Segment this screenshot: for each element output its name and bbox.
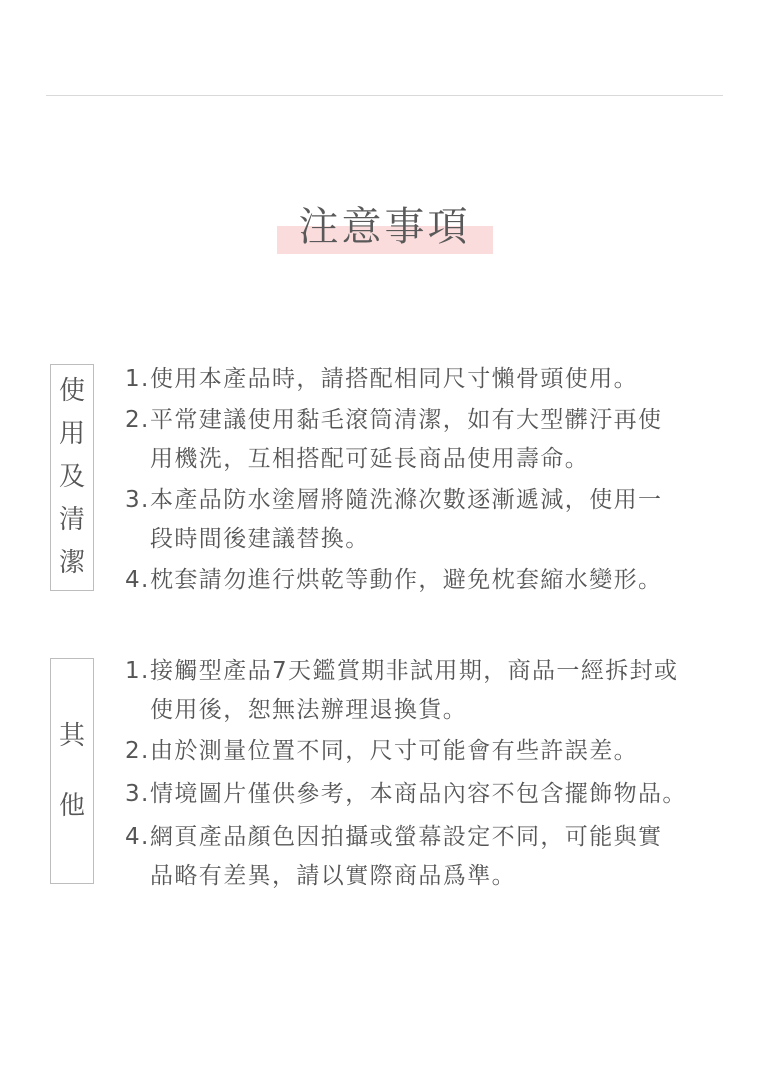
item-number: 3.: [125, 487, 150, 513]
label-char: 潔: [58, 548, 85, 578]
item-number: 1.: [125, 366, 150, 392]
other-list: [125, 652, 725, 896]
page-title-text: 注意事項: [298, 204, 471, 250]
item-text: 情境圖片僅供參考，本商品內容不包含擺飾物品。: [150, 781, 687, 807]
item-number: 1.: [125, 658, 150, 684]
label-char: 用: [58, 419, 85, 449]
section-label-other: [50, 658, 94, 884]
label-char: 清: [58, 505, 85, 535]
list-item: [125, 481, 725, 559]
item-number: 2.: [125, 407, 150, 433]
label-char: 他: [58, 791, 85, 821]
item-number: 4.: [125, 824, 150, 850]
item-text: 由於測量位置不同，尺寸可能會有些許誤差。: [150, 738, 638, 764]
item-text: 品略有差異，請以實際商品爲準。: [150, 863, 516, 889]
item-text: 本產品防水塗層將隨洗滌次數逐漸遞減，使用一: [150, 487, 663, 513]
item-text: 接觸型產品7天鑑賞期非試用期，商品一經拆封或: [150, 658, 679, 684]
item-text: 段時間後建議替換。: [150, 526, 370, 552]
item-text: 使用後，恕無法辦理退換貨。: [150, 697, 468, 723]
item-number: 4.: [125, 567, 150, 593]
item-number: 3.: [125, 781, 150, 807]
usage-cleaning-list: [125, 360, 725, 600]
item-number: 2.: [125, 738, 150, 764]
item-text: 平常建議使用黏毛滾筒清潔，如有大型髒汙再使: [150, 407, 663, 433]
page-title: [277, 198, 493, 256]
list-item: [125, 401, 725, 479]
label-char: 及: [58, 462, 85, 492]
list-item: [125, 775, 725, 814]
section-label-usage-cleaning: [50, 364, 94, 591]
title-container: [0, 198, 769, 256]
item-text: 用機洗，互相搭配可延長商品使用壽命。: [150, 446, 590, 472]
item-text: 使用本產品時，請搭配相同尺寸懶骨頭使用。: [150, 366, 638, 392]
list-item: [125, 360, 725, 399]
label-char: 使: [58, 376, 85, 406]
top-divider: [46, 95, 723, 96]
list-item: [125, 561, 725, 600]
list-item: [125, 818, 725, 896]
item-text: 枕套請勿進行烘乾等動作，避免枕套縮水變形。: [150, 567, 663, 593]
list-item: [125, 652, 725, 730]
label-char: 其: [58, 721, 85, 751]
list-item: [125, 732, 725, 771]
item-text: 網頁產品顏色因拍攝或螢幕設定不同，可能與實: [150, 824, 663, 850]
